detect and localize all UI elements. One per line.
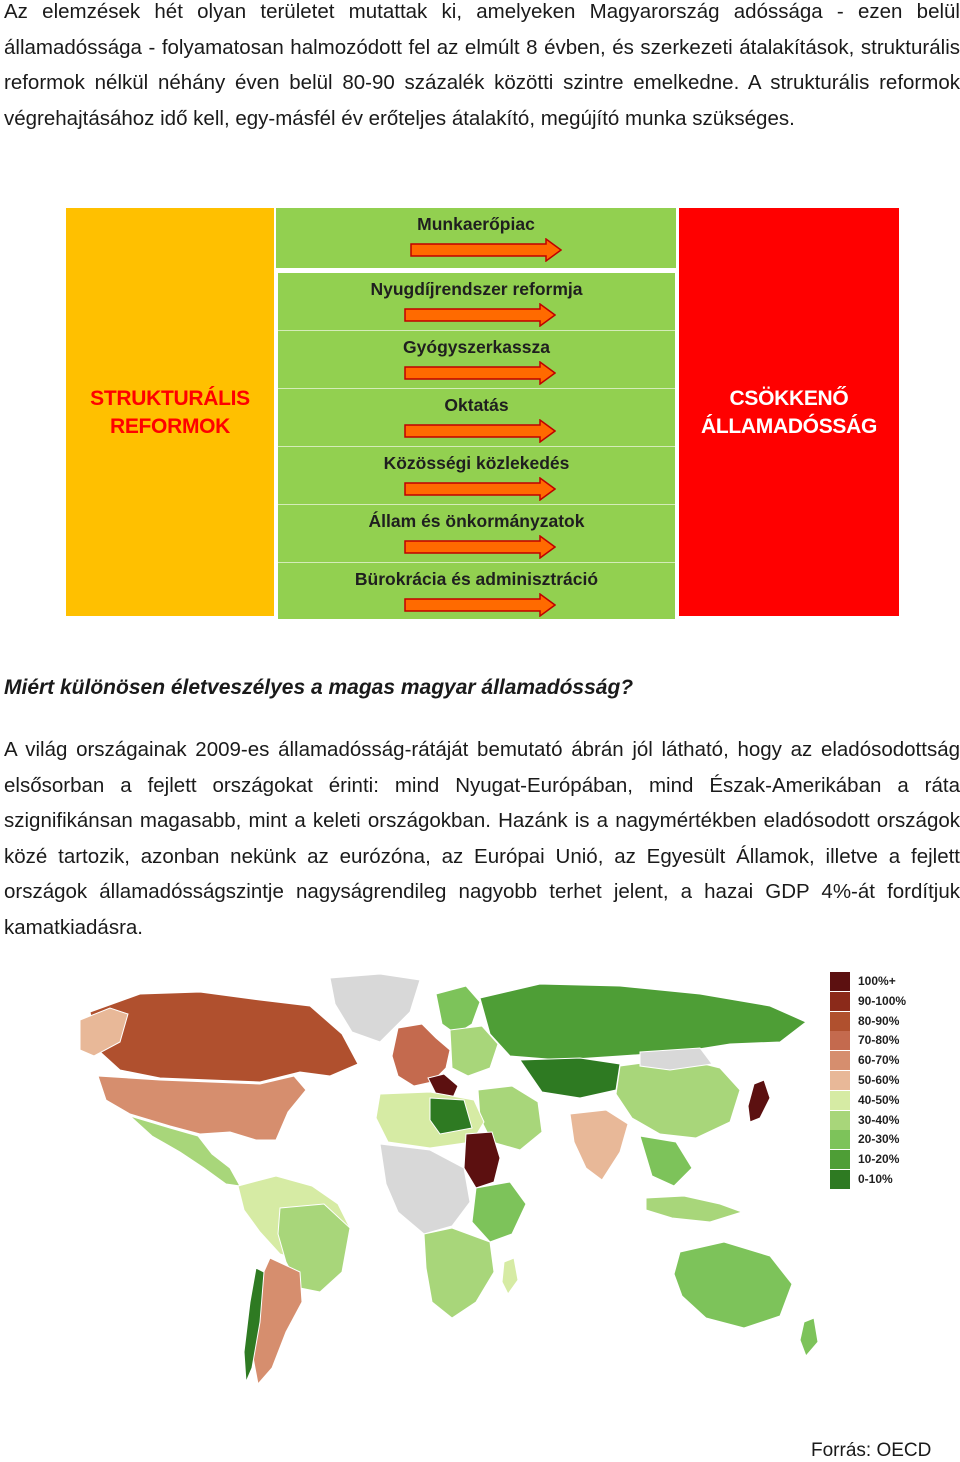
map-region-indonesia — [646, 1196, 742, 1222]
right-arrow-icon — [404, 419, 556, 443]
map-legend — [830, 972, 950, 1190]
legend-label: 60-70% — [858, 1053, 900, 1068]
legend-item — [830, 972, 950, 992]
reform-row — [278, 505, 675, 563]
legend-swatch — [830, 1091, 850, 1110]
legend-swatch — [830, 972, 850, 991]
right-arrow-icon — [404, 303, 556, 327]
map-region-madagascar — [502, 1258, 518, 1294]
labour-market-label: Munkaerőpiac — [417, 214, 535, 234]
legend-swatch — [830, 1012, 850, 1031]
decreasing-debt-label — [679, 385, 899, 441]
map-region-india — [570, 1110, 628, 1180]
map-region-japan — [748, 1080, 770, 1122]
source-caption: Forrás: OECD — [811, 1440, 932, 1461]
legend-swatch — [830, 1170, 850, 1189]
legend-label: 40-50% — [858, 1092, 900, 1107]
legend-label: 70-80% — [858, 1033, 900, 1048]
legend-item — [830, 1071, 950, 1091]
map-region-china — [616, 1058, 740, 1138]
legend-swatch — [830, 1150, 850, 1169]
map-region-russia — [480, 984, 806, 1060]
world-debt-map — [80, 972, 820, 1402]
legend-item — [830, 1012, 950, 1032]
legend-label: 50-60% — [858, 1072, 900, 1087]
reform-label: Oktatás — [444, 395, 509, 415]
map-region-east-africa — [472, 1182, 526, 1242]
legend-swatch — [830, 1031, 850, 1050]
structural-reforms-label-line1: STRUKTURÁLIS — [90, 387, 250, 410]
legend-label: 30-40% — [858, 1112, 900, 1127]
map-region-canada — [90, 992, 358, 1082]
legend-item — [830, 1111, 950, 1131]
reform-row — [278, 273, 675, 331]
legend-item — [830, 1051, 950, 1071]
reform-row — [278, 331, 675, 389]
reform-label: Nyugdíjrendszer reformja — [370, 279, 583, 299]
legend-swatch — [830, 1130, 850, 1149]
decreasing-debt-label-line1: CSÖKKENŐ — [729, 387, 849, 410]
right-arrow-icon — [404, 535, 556, 559]
right-arrow-icon — [404, 593, 556, 617]
legend-label: 10-20% — [858, 1152, 900, 1167]
intro-paragraph: Az elemzések hét olyan területet mutattak ki, amelyeken Magyarország adóssága - ezen belül államadóssága - folyamatosan halmozódott fel az elmúlt 8 évben, és szerkezeti átalakítások, strukturális reformok nélkül néhány éven belül 80-90 százalék közötti szintre emelkedne. A strukturális reformok végrehajtásához idő kell, egy-másfél év erőteljes átalakító, megújító munka szükséges. — [4, 0, 960, 130]
reform-row — [278, 447, 675, 505]
reform-row — [278, 563, 675, 620]
legend-label: 0-10% — [858, 1171, 893, 1186]
right-arrow-icon — [410, 238, 562, 262]
reform-areas-box — [278, 270, 675, 619]
section-heading: Miért különösen életveszélyes a magas magyar államadósság? — [4, 676, 634, 699]
legend-item — [830, 1031, 950, 1051]
map-region-central-africa — [380, 1144, 470, 1234]
map-region-new-zealand — [800, 1318, 818, 1356]
legend-item — [830, 1150, 950, 1170]
decreasing-debt-label-line2: ÁLLAMADÓSSÁG — [700, 415, 878, 438]
reform-label: Bürokrácia és adminisztráció — [354, 569, 599, 589]
map-region-central-asia — [520, 1058, 620, 1098]
legend-item — [830, 1130, 950, 1150]
map-region-australia — [674, 1242, 792, 1328]
structural-reforms-label — [66, 385, 274, 441]
reform-label: Állam és önkormányzatok — [368, 511, 585, 531]
legend-item — [830, 1170, 950, 1190]
structural-reforms-diagram — [66, 208, 899, 616]
reform-label: Gyógyszerkassza — [403, 337, 550, 357]
right-arrow-icon — [404, 361, 556, 385]
map-region-southern-africa — [424, 1228, 494, 1318]
legend-item — [830, 992, 950, 1012]
decreasing-debt-column — [679, 208, 899, 616]
reform-label: Közösségi közlekedés — [383, 453, 570, 473]
right-arrow-icon — [404, 477, 556, 501]
legend-label: 20-30% — [858, 1132, 900, 1147]
structural-reforms-label-line2: REFORMOK — [109, 415, 231, 438]
legend-swatch — [830, 992, 850, 1011]
map-region-sudan — [464, 1132, 500, 1188]
structural-reforms-column — [66, 208, 274, 616]
legend-label: 80-90% — [858, 1013, 900, 1028]
map-region-southeast-asia — [640, 1136, 692, 1186]
legend-swatch — [830, 1071, 850, 1090]
legend-label: 100%+ — [858, 974, 896, 988]
legend-swatch — [830, 1111, 850, 1130]
legend-item — [830, 1091, 950, 1111]
body-paragraph: A világ országainak 2009-es államadósság-rátáját bemutató ábrán jól látható, hogy az eladósodottság elsősorban a fejlett országokat érinti: mind Nyugat-Európában, mind Észak-Amerikában a ráta szignifikánsan magasabb, mint a keleti országokban. Hazánk is a nagymértékben eladósodott országok közé tartozik, azonban nekünk az eurózóna, az Európai Unió, az Egyesült Államok, illetve a fejlett országok államadósságszintje nagyságrendileg nagyobb terhet jelent, a hazai GDP 4%-át fordítjuk kamatkiadásra. — [4, 738, 960, 939]
legend-swatch — [830, 1051, 850, 1070]
map-region-usa — [98, 1076, 306, 1140]
labour-market-band — [276, 208, 676, 268]
legend-label: 90-100% — [858, 993, 907, 1008]
reform-row — [278, 389, 675, 447]
